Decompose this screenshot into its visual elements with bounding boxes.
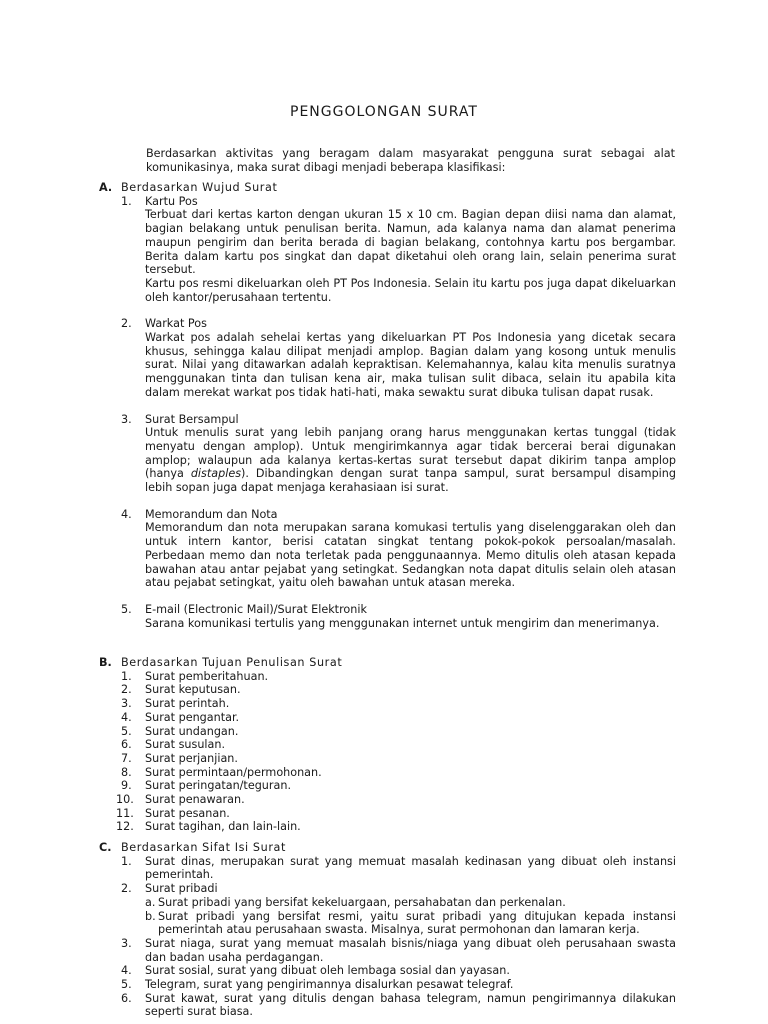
section-c (99, 841, 676, 1019)
item-number: 4. (121, 710, 132, 724)
item-number: 4. (121, 964, 132, 978)
section-a-heading (99, 181, 676, 195)
list-item (99, 413, 676, 495)
item-text: Surat perintah. (145, 697, 230, 711)
item-number: 11. (116, 806, 134, 820)
item-number: 1. (121, 854, 132, 868)
page-title: PENGGOLONGAN SURAT (290, 104, 478, 120)
item-number: 12. (116, 820, 134, 834)
item-number: 3. (121, 412, 132, 426)
item-number: 2. (121, 683, 132, 697)
section-b-title: Berdasarkan Tujuan Penulisan Surat (121, 656, 343, 669)
item-text: Surat dinas, merupakan surat yang memuat masalah kedinasan yang dibuat oleh instansi pemerintah. (145, 854, 676, 882)
item-paragraph: Terbuat dari kertas karton dengan ukuran 15 x 10 cm. Bagian depan diisi nama dan alamat, bagian belakang untuk penulisan berita. Namun, ada kalanya nama dan alamat penerima maupun pengirim dan berita berada di bagian belakang, contohnya kartu pos bergambar. Berita dalam kartu pos singkat dan dapat diketahui oleh orang lain, selain penerima surat tersebut. (145, 208, 676, 277)
item-text: Surat undangan. (145, 724, 239, 738)
item-text: Surat susulan. (145, 738, 226, 752)
list-item (99, 670, 676, 684)
item-number: 7. (121, 751, 132, 765)
list-item (99, 508, 676, 590)
item-text: Surat perjanjian. (145, 751, 238, 765)
item-number: 6. (121, 738, 132, 752)
item-heading: Kartu Pos (145, 194, 198, 208)
item-heading: Surat Bersampul (145, 412, 239, 426)
list-item (99, 964, 676, 978)
list-item (99, 807, 676, 821)
section-b-heading (99, 656, 676, 670)
list-item (99, 317, 676, 399)
section-c-heading (99, 841, 676, 855)
list-item (99, 752, 676, 766)
list-item (99, 855, 676, 882)
section-a-letter: A. (99, 181, 113, 194)
section-c-letter: C. (99, 841, 112, 854)
item-paragraph: Warkat pos adalah sehelai kertas yang dikeluarkan PT Pos Indonesia yang dicetak secara khusus, sehingga kalau dilipat menjadi amplop. Bagian dalam yang kosong untuk menulis surat. Nilai yang ditawarkan adalah kepraktisan. Kelemahannya, kalau kita menulis suratnya menggunakan tinta dan tulisan kena air, maka tulisan sulit dibaca, selain itu apabila kita dalam merekat warkat pos tidak hati-hati, maka sewaktu surat dibuka tulisan dapat rusak. (145, 331, 676, 399)
item-paragraph: Sarana komunikasi tertulis yang menggunakan internet untuk mengirim dan menerimanya. (145, 616, 660, 630)
item-text: Surat permintaan/permohonan. (145, 765, 322, 779)
list-item (99, 820, 676, 834)
list-item (99, 738, 676, 752)
item-text: Surat niaga, surat yang memuat masalah bisnis/niaga yang dibuat oleh perusahaan swasta dan badan usaha perdagangan. (145, 936, 676, 964)
item-number: 10. (116, 793, 134, 807)
list-item (99, 882, 676, 937)
item-text: Telegram, surat yang pengirimannya disalurkan pesawat telegraf. (145, 978, 514, 992)
sub-item-text: Surat pribadi yang bersifat resmi, yaitu surat pribadi yang ditujukan kepada instansi pemerintah atau perusahaan swasta. Misalnya, surat permohonan dan lamaran kerja. (158, 909, 676, 937)
list-item (99, 683, 676, 697)
item-text: Surat pengantar. (145, 710, 240, 724)
item-number: 5. (121, 978, 132, 992)
item-number: 1. (121, 669, 132, 683)
paragraph-text: Untuk menulis surat yang lebih panjang orang harus menggunakan kertas tunggal (tidak menyatu dengan amplop). Untuk mengirimkannya agar tidak bercerai berai digunakan amplop; walaupun ada kalanya kertas-kertas surat tersebut dapat dikirim tanpa amplop (hanya (145, 426, 676, 481)
item-heading: E-mail (Electronic Mail)/Surat Elektronik (145, 602, 367, 616)
list-item (99, 603, 676, 630)
list-item (99, 779, 676, 793)
item-text: Surat tagihan, dan lain-lain. (145, 820, 301, 834)
item-heading: Memorandum dan Nota (145, 507, 278, 521)
item-text: Surat pribadi (145, 882, 218, 896)
item-text: Surat penawaran. (145, 793, 245, 807)
list-item (99, 978, 676, 992)
section-b (99, 656, 676, 834)
item-number: 5. (121, 602, 132, 616)
list-item (99, 793, 676, 807)
item-text: Surat keputusan. (145, 683, 241, 697)
list-item (99, 992, 676, 1019)
item-paragraph: Memorandum dan nota merupakan sarana komukasi tertulis yang diselenggarakan oleh dan untuk intern kantor, berisi catatan singkat tentang pokok-pokok persoalan/masalah. Perbedaan memo dan nota terletak pada penggunaannya. Memo ditulis oleh atasan kepada bawahan atau antar pejabat yang setingkat. Sedangkan nota dapat ditulis selain oleh atasan atau pejabat setingkat, yaitu oleh bawahan untuk atasan mereka. (145, 521, 676, 590)
item-number: 6. (121, 991, 132, 1005)
section-b-letter: B. (99, 656, 112, 669)
list-item (99, 766, 676, 780)
item-number: 5. (121, 724, 132, 738)
emphasis-text: distaples (190, 467, 242, 481)
sub-item-label: b. (145, 909, 156, 923)
item-heading: Warkat Pos (145, 317, 207, 331)
item-number: 2. (121, 882, 132, 896)
item-text: Surat kawat, surat yang ditulis dengan bahasa telegram, namun pengirimannya dilakukan seperti surat biasa. (145, 991, 676, 1019)
section-c-title: Berdasarkan Sifat Isi Surat (121, 841, 286, 854)
sub-item (145, 896, 676, 910)
item-number: 3. (121, 697, 132, 711)
list-item (99, 697, 676, 711)
item-number: 3. (121, 936, 132, 950)
section-a (99, 181, 676, 630)
item-number: 1. (121, 194, 132, 208)
sub-item-text: Surat pribadi yang bersifat kekeluargaan, persahabatan dan perkenalan. (158, 895, 566, 909)
sub-item (145, 910, 676, 937)
item-paragraph (145, 426, 676, 495)
sub-item-label: a. (145, 895, 156, 909)
item-number: 2. (121, 317, 132, 331)
item-text: Surat pemberitahuan. (145, 669, 269, 683)
item-number: 4. (121, 507, 132, 521)
list-item (99, 195, 676, 305)
section-a-title: Berdasarkan Wujud Surat (121, 181, 278, 194)
item-text: Surat pesanan. (145, 806, 230, 820)
item-text: Surat sosial, surat yang dibuat oleh lembaga sosial dan yayasan. (145, 964, 510, 978)
item-text: Surat peringatan/teguran. (145, 779, 291, 793)
list-item (99, 937, 676, 964)
list-item (99, 725, 676, 739)
item-number: 8. (121, 765, 132, 779)
list-item (99, 711, 676, 725)
item-paragraph: Kartu pos resmi dikeluarkan oleh PT Pos Indonesia. Selain itu kartu pos juga dapat dikeluarkan oleh kantor/perusahaan tertentu. (145, 276, 676, 304)
paragraph-text: ). Dibandingkan dengan surat tanpa sampul, surat bersampul disamping lebih sopan juga dapat menjaga kerahasiaan isi surat. (145, 467, 676, 495)
item-number: 9. (121, 779, 132, 793)
intro-paragraph (99, 147, 675, 174)
intro-text: Berdasarkan aktivitas yang beragam dalam masyarakat pengguna surat sebagai alat komunikasinya, maka surat dibagi menjadi beberapa klasifikasi: (146, 147, 675, 174)
